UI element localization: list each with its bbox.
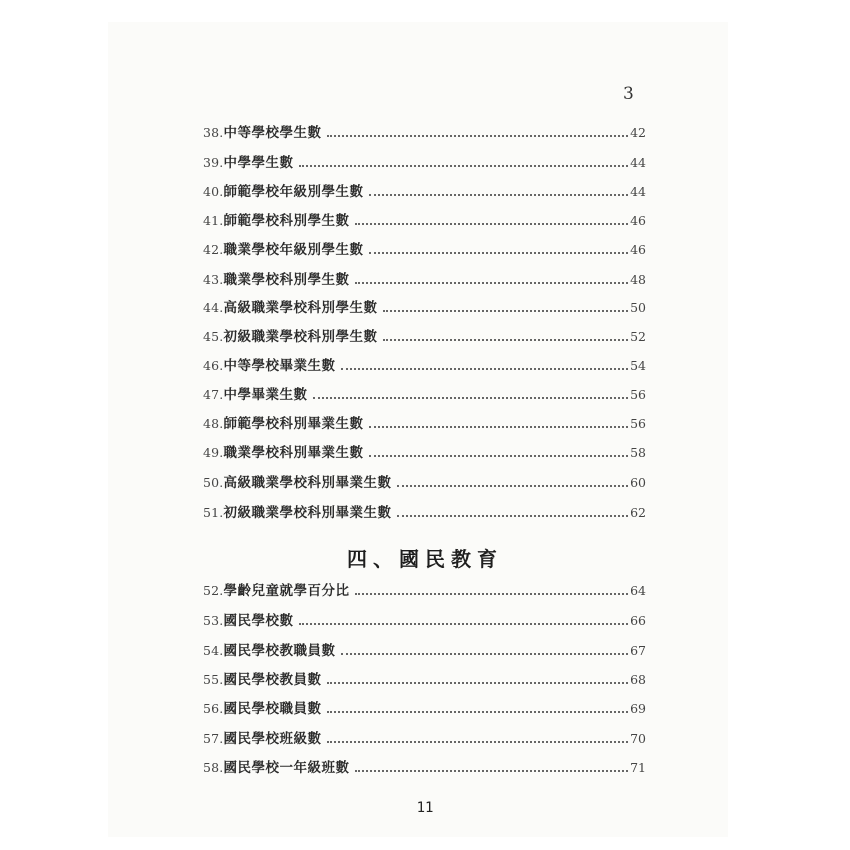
dot-leader bbox=[369, 426, 628, 428]
entry-page: 50 bbox=[630, 300, 646, 315]
dot-leader bbox=[383, 339, 628, 341]
dot-leader bbox=[327, 682, 628, 684]
dot-leader bbox=[369, 194, 628, 196]
entry-page: 68 bbox=[630, 672, 646, 687]
entry-title: 初級職業學校科別畢業生數 bbox=[223, 505, 392, 521]
entry-page: 54 bbox=[630, 358, 646, 373]
dot-leader bbox=[355, 593, 628, 595]
entry-title: 中學畢業生數 bbox=[223, 387, 308, 403]
dot-leader bbox=[369, 455, 628, 457]
toc-entry bbox=[203, 298, 646, 318]
toc-entry bbox=[203, 758, 646, 778]
entry-number: 45. bbox=[203, 329, 224, 344]
entry-number: 53. bbox=[203, 613, 224, 628]
entry-title: 師範學校年級別學生數 bbox=[223, 184, 364, 200]
toc-entry bbox=[203, 153, 646, 173]
toc-entry bbox=[203, 182, 646, 202]
entry-page: 48 bbox=[630, 272, 646, 287]
entry-number: 43. bbox=[203, 272, 224, 287]
dot-leader bbox=[355, 223, 628, 225]
entry-number: 42. bbox=[203, 242, 224, 257]
entry-title: 師範學校科別畢業生數 bbox=[223, 416, 364, 432]
top-page-number: 3 bbox=[623, 84, 634, 104]
toc-entry bbox=[203, 327, 646, 347]
entry-title: 初級職業學校科別學生數 bbox=[223, 329, 378, 345]
entry-title: 職業學校年級別學生數 bbox=[223, 242, 364, 258]
entry-page: 52 bbox=[630, 329, 646, 344]
section-heading: 四、國民教育 bbox=[347, 547, 503, 571]
toc-entry bbox=[203, 581, 646, 601]
entry-page: 67 bbox=[630, 643, 646, 658]
entry-title: 學齡兒童就學百分比 bbox=[223, 583, 350, 599]
entry-title: 高級職業學校科別畢業生數 bbox=[223, 475, 392, 491]
entry-title: 職業學校科別學生數 bbox=[223, 272, 350, 288]
entry-number: 49. bbox=[203, 445, 224, 460]
entry-page: 69 bbox=[630, 701, 646, 716]
entry-page: 56 bbox=[630, 416, 646, 431]
dot-leader bbox=[383, 310, 628, 312]
toc-entry bbox=[203, 611, 646, 631]
bottom-page-number: 11 bbox=[416, 800, 434, 816]
entry-number: 46. bbox=[203, 358, 224, 373]
entry-title: 職業學校科別畢業生數 bbox=[223, 445, 364, 461]
toc-entry bbox=[203, 270, 646, 290]
entry-title: 國民學校教職員數 bbox=[223, 643, 336, 659]
entry-number: 55. bbox=[203, 672, 224, 687]
entry-page: 58 bbox=[630, 445, 646, 460]
dot-leader bbox=[327, 741, 628, 743]
entry-number: 56. bbox=[203, 701, 224, 716]
entry-title: 中學學生數 bbox=[223, 155, 294, 171]
entry-number: 52. bbox=[203, 583, 224, 598]
entry-number: 47. bbox=[203, 387, 224, 402]
entry-page: 60 bbox=[630, 475, 646, 490]
dot-leader bbox=[341, 368, 628, 370]
toc-entry bbox=[203, 414, 646, 434]
dot-leader bbox=[397, 515, 628, 517]
dot-leader bbox=[327, 135, 628, 137]
entry-title: 國民學校班級數 bbox=[223, 731, 322, 747]
entry-number: 54. bbox=[203, 643, 224, 658]
dot-leader bbox=[369, 252, 628, 254]
entry-title: 師範學校科別學生數 bbox=[223, 213, 350, 229]
entry-number: 57. bbox=[203, 731, 224, 746]
entry-title: 中等學校學生數 bbox=[223, 125, 322, 141]
toc-entry bbox=[203, 123, 646, 143]
dot-leader bbox=[313, 397, 628, 399]
entry-number: 50. bbox=[203, 475, 224, 490]
entry-title: 高級職業學校科別學生數 bbox=[223, 300, 378, 316]
entry-page: 66 bbox=[630, 613, 646, 628]
toc-entry bbox=[203, 699, 646, 719]
toc-entry bbox=[203, 240, 646, 260]
entry-number: 40. bbox=[203, 184, 224, 199]
entry-number: 58. bbox=[203, 760, 224, 775]
dot-leader bbox=[341, 653, 628, 655]
toc-entry bbox=[203, 443, 646, 463]
dot-leader bbox=[355, 770, 628, 772]
entry-title: 國民學校教員數 bbox=[223, 672, 322, 688]
entry-page: 62 bbox=[630, 505, 646, 520]
entry-number: 51. bbox=[203, 505, 224, 520]
toc-entry bbox=[203, 503, 646, 523]
entry-page: 70 bbox=[630, 731, 646, 746]
entry-title: 國民學校數 bbox=[223, 613, 294, 629]
dot-leader bbox=[299, 623, 628, 625]
toc-entry bbox=[203, 729, 646, 749]
entry-page: 46 bbox=[630, 213, 646, 228]
entry-page: 42 bbox=[630, 125, 646, 140]
dot-leader bbox=[355, 282, 628, 284]
entry-title: 中等學校畢業生數 bbox=[223, 358, 336, 374]
toc-entry bbox=[203, 670, 646, 690]
entry-number: 44. bbox=[203, 300, 224, 315]
toc-entry bbox=[203, 356, 646, 376]
entry-page: 56 bbox=[630, 387, 646, 402]
entry-page: 44 bbox=[630, 155, 646, 170]
toc-entry bbox=[203, 385, 646, 405]
entry-page: 44 bbox=[630, 184, 646, 199]
entry-page: 46 bbox=[630, 242, 646, 257]
toc-entry bbox=[203, 641, 646, 661]
dot-leader bbox=[299, 165, 628, 167]
entry-page: 71 bbox=[630, 760, 646, 775]
entry-number: 41. bbox=[203, 213, 224, 228]
toc-entry bbox=[203, 473, 646, 493]
dot-leader bbox=[397, 485, 628, 487]
entry-number: 48. bbox=[203, 416, 224, 431]
entry-title: 國民學校職員數 bbox=[223, 701, 322, 717]
entry-title: 國民學校一年級班數 bbox=[223, 760, 350, 776]
entry-page: 64 bbox=[630, 583, 646, 598]
dot-leader bbox=[327, 711, 628, 713]
entry-number: 39. bbox=[203, 155, 224, 170]
entry-number: 38. bbox=[203, 125, 224, 140]
toc-entry bbox=[203, 211, 646, 231]
